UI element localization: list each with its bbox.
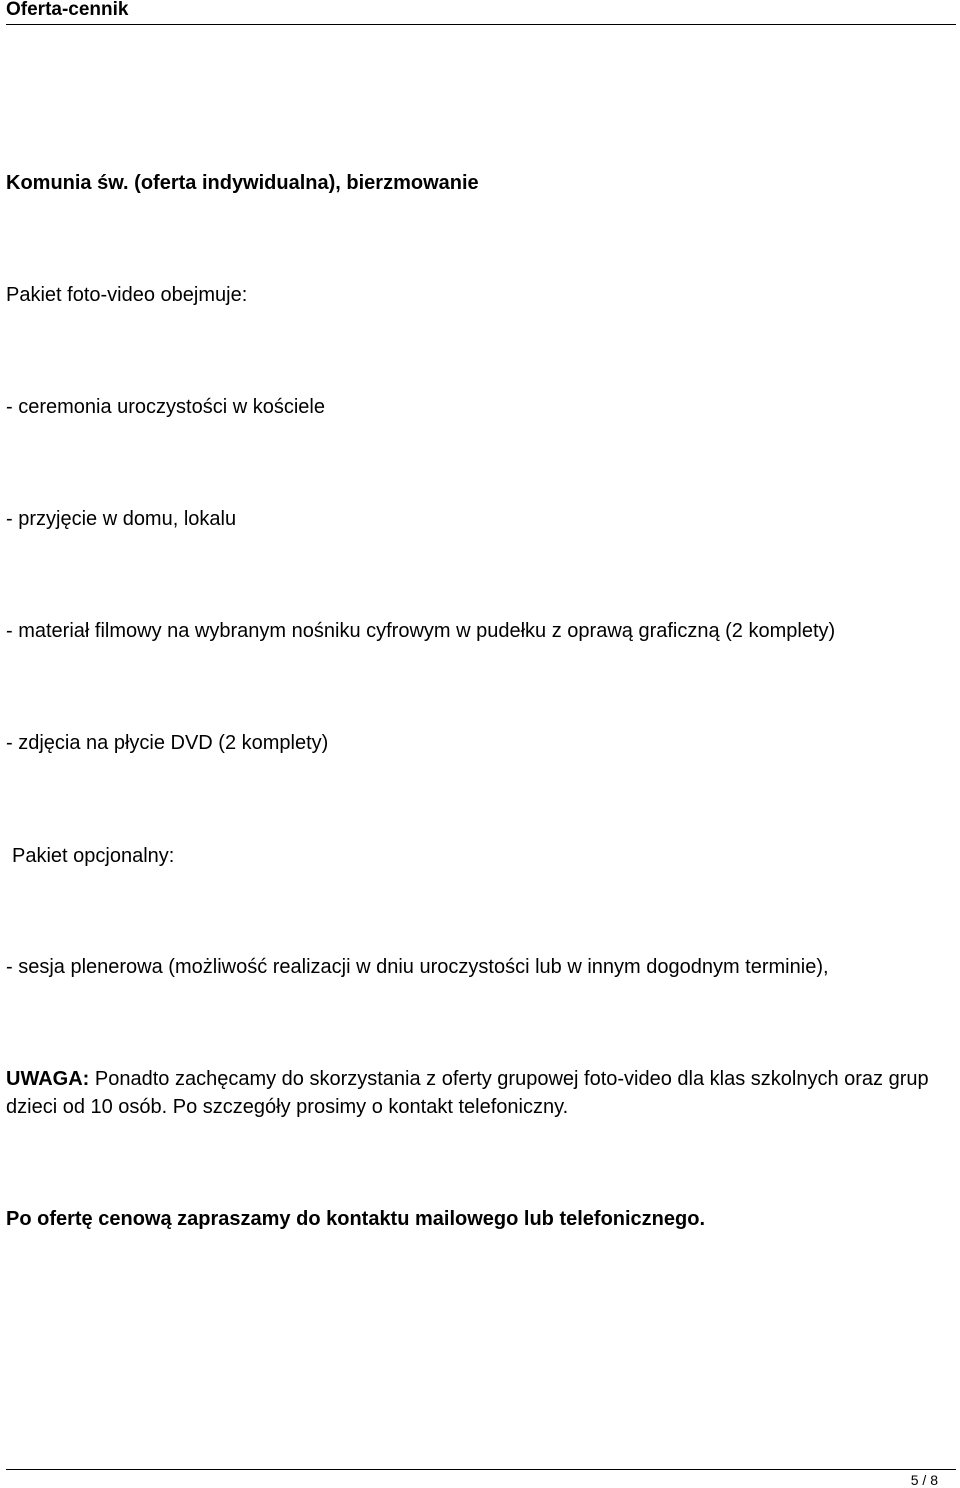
notice-text: Ponadto zachęcamy do skorzystania z oferty grupowej foto-video dla klas szkolnych oraz grup dzieci od 10 osób. Po szczegóły prosimy o kontakt telefoniczny. [6, 1068, 929, 1118]
header-divider [6, 24, 956, 25]
package-item: - materiał filmowy na wybranym nośniku cyfrowym w pudełku z oprawą graficzną (2 komplety) [6, 620, 836, 642]
footer-divider [6, 1469, 956, 1470]
package-item: - ceremonia uroczystości w kościele [6, 396, 325, 418]
notice-label: UWAGA: [6, 1068, 90, 1090]
optional-intro: Pakiet opcjonalny: [12, 845, 175, 867]
optional-item: - sesja plenerowa (możliwość realizacji w dniu uroczystości lub w innym dogodnym terminie), [6, 956, 829, 978]
section-title: Komunia św. (oferta indywidualna), bierzmowanie [6, 172, 479, 194]
document-title: Oferta-cennik [6, 0, 129, 20]
closing-note: Po ofertę cenową zapraszamy do kontaktu mailowego lub telefonicznego. [6, 1208, 706, 1230]
page-number: 5 / 8 [910, 1472, 938, 1488]
package-item: - zdjęcia na płycie DVD (2 komplety) [6, 732, 329, 754]
package-intro: Pakiet foto-video obejmuje: [6, 284, 248, 306]
package-item: - przyjęcie w domu, lokalu [6, 508, 237, 530]
notice-paragraph [6, 1065, 951, 1121]
